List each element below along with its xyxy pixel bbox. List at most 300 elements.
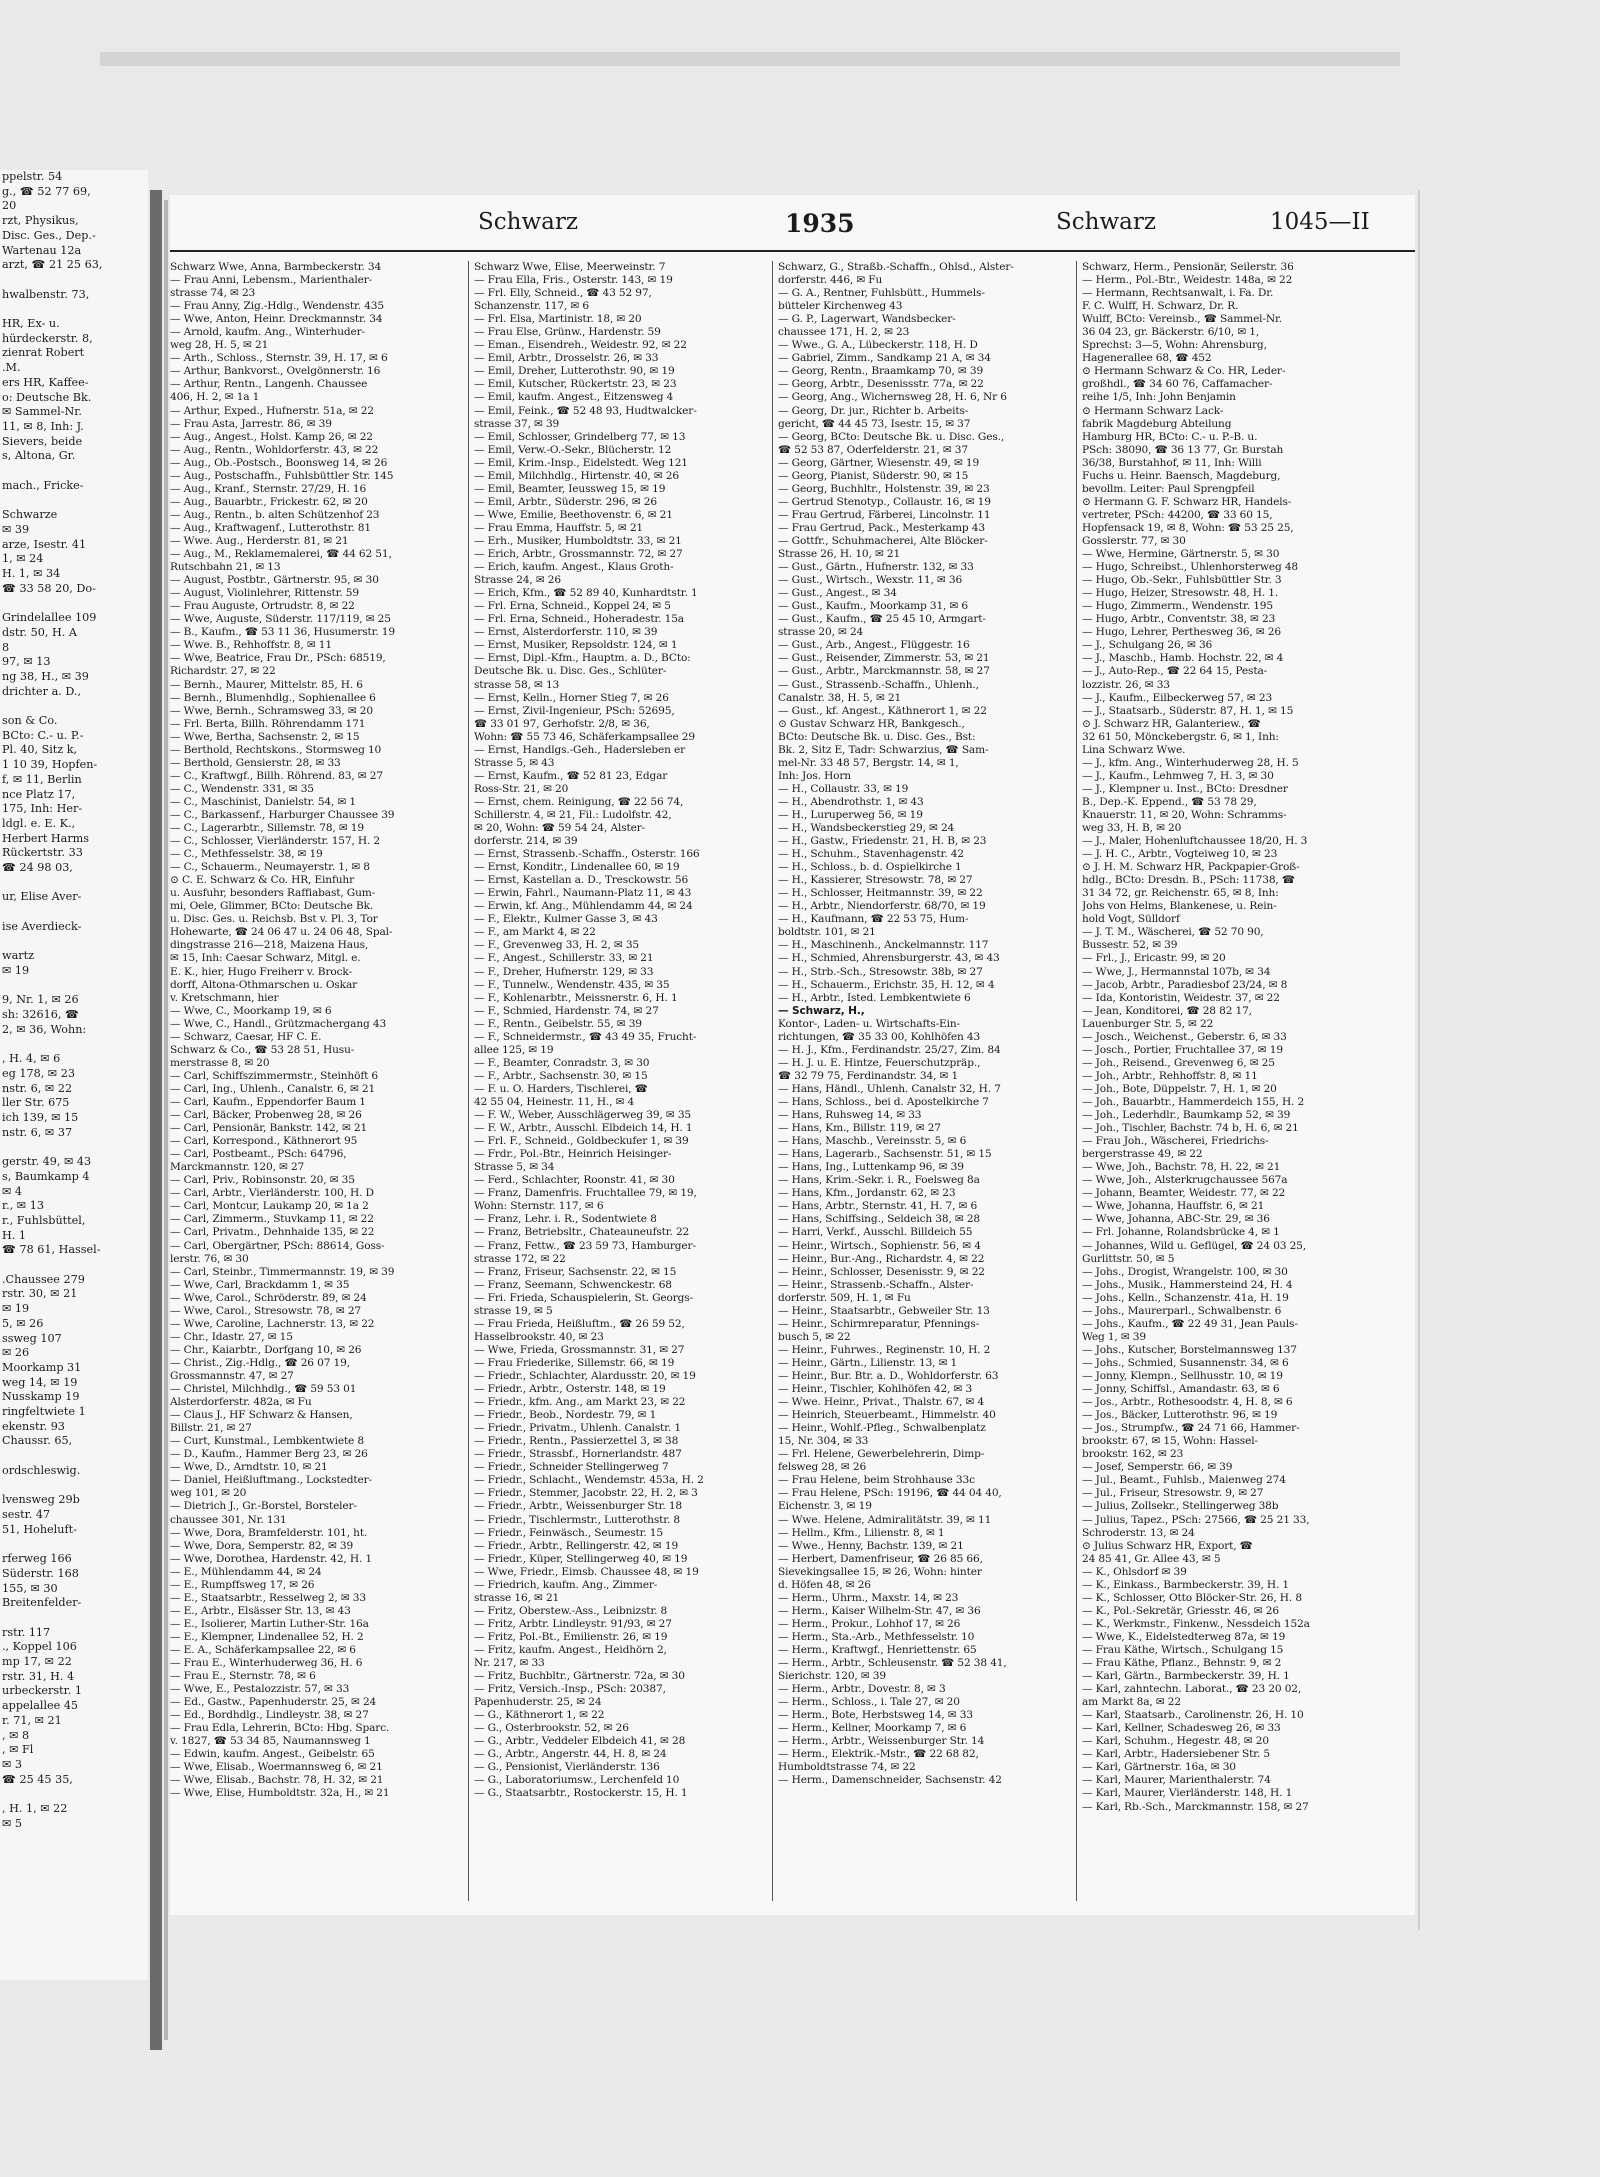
left-page-line: ordschleswig. [2,1463,81,1477]
directory-entry-line: — Heinr., Bur.-Ang., Richardstr. 4, ✉ 22 [778,1252,985,1265]
left-page-line: Schwarze [2,508,58,522]
left-page-line [0,979,148,994]
left-page-line: rstr. 30, ✉ 21 [2,1287,78,1301]
left-page-line: ✉ 26 [2,1346,30,1360]
directory-entry-line: Sierichstr. 120, ✉ 39 [778,1670,886,1683]
directory-entry-line: — K., Werkmstr., Finkenw., Nessdeich 152a [1082,1617,1310,1630]
directory-entry-line: — H., Arbtr., Niendorferstr. 68/70, ✉ 19 [778,900,986,913]
directory-entry-line: — Hugo, Heizer, Stresowstr. 48, H. 1. [1082,587,1279,600]
directory-entry-line: — Aug., Angest., Holst. Kamp 26, ✉ 22 [170,430,373,443]
directory-entry-line: — Frl. Erna, Schneid., Hoheradestr. 15a [474,613,684,626]
header-year: 1935 [785,209,855,238]
directory-entry-line: — Frau Else, Grünw., Hardenstr. 59 [474,326,661,339]
directory-entry-line: — Carl, Priv., Robinsonstr. 20, ✉ 35 [170,1174,355,1187]
directory-entry-line: — Erich, kaufm. Angest., Klaus Groth- [474,561,674,574]
directory-entry-line: — Frau Friederike, Sillemstr. 66, ✉ 19 [474,1356,675,1369]
directory-entry-line: — Frau E., Sternstr. 78, ✉ 6 [170,1670,316,1683]
left-page-line: ekenstr. 93 [2,1419,65,1433]
directory-entry-line: — F., Tunnelw., Wendenstr. 435, ✉ 35 [474,978,670,991]
left-page-line: ich 139, ✉ 15 [2,1111,79,1124]
directory-entry-line: — Gust., Wirtsch., Wexstr. 11, ✉ 36 [778,574,963,587]
directory-entry-line: — Christel, Milchhdlg., ☎ 59 53 01 [170,1383,357,1396]
directory-entry-line: — E., Isolierer, Martin Luther-Str. 16a [170,1617,369,1630]
directory-entry-line: — Wwe, Elisab., Bachstr. 78, H. 32, ✉ 21 [170,1774,384,1787]
left-page-line: rferweg 166 [2,1552,72,1566]
directory-entry-line: — D., Kaufm., Hammer Berg 23, ✉ 26 [170,1448,368,1461]
directory-entry-line: Papenhuderstr. 25, ✉ 24 [474,1696,602,1709]
directory-entry-line: felsweg 28, ✉ 26 [778,1461,867,1474]
left-page-line: H. 1, ✉ 34 [2,566,61,580]
left-page-line: 5, ✉ 26 [2,1316,44,1330]
left-page-line: s, Altona, Gr. [2,449,76,463]
directory-entry-line: busch 5, ✉ 22 [778,1330,851,1343]
directory-entry-line: — Gust., Angest., ✉ 34 [778,587,897,600]
directory-entry-line: — Friedr., Stemmer, Jacobstr. 22, H. 2, ✉ 3 [474,1487,698,1500]
directory-entry-line: — Johs., Kelln., Schanzenstr. 41a, H. 19 [1082,1291,1289,1304]
directory-entry-line: Marckmannstr. 120, ✉ 27 [170,1161,305,1174]
left-page-line: appelallee 45 [2,1699,79,1713]
directory-entry-line: — C., Barkassenf., Harburger Chaussee 39 [170,808,395,821]
directory-entry-line: — Emil, Arbtr., Drosselstr. 26, ✉ 33 [474,352,659,365]
directory-entry-line: — Gust., Kaufm., Moorkamp 31, ✉ 6 [778,600,969,613]
directory-entry-line: — Aug., Postschaffn., Fuhlsbüttler Str. 145 [170,469,394,482]
directory-entry-line: Ross-Str. 21, ✉ 20 [474,782,569,795]
header-left-word: Schwarz [478,209,578,235]
directory-entry-line: — E., Rumpffsweg 17, ✉ 26 [170,1578,315,1591]
left-page-line: 1 10 39, Hopfen- [2,758,98,772]
directory-entry-line: — Heinr., Strassenb.-Schaffn., Alster- [778,1278,974,1291]
directory-entry-line: Deutsche Bk. u. Disc. Ges., Schlüter- [474,665,667,678]
directory-entry-line: — Hans, Kfm., Jordanstr. 62, ✉ 23 [778,1187,956,1200]
left-page-line: ☎ 25 45 35, [2,1772,73,1786]
scan-edge [1418,190,1420,1930]
directory-entry-line: Hasselbrookstr. 40, ✉ 23 [474,1330,604,1343]
directory-entry-line: — J., Staatsarb., Süderstr. 87, H. 1, ✉ 15 [1082,704,1294,717]
directory-entry-line: — K., Pol.-Sekretär, Griesstr. 46, ✉ 26 [1082,1604,1279,1617]
directory-entry-line: — E., Staatsarbtr., Resselweg 2, ✉ 33 [170,1591,366,1604]
directory-entry-line: dorferstr. 509, H. 1, ✉ Fu [778,1291,911,1304]
left-page-line: ur, Elise Aver- [2,890,82,904]
directory-entry-line: — Carl, Montcur, Laukamp 20, ✉ 1a 2 [170,1200,369,1213]
directory-entry-line: — E., Arbtr., Elsässer Str. 13, ✉ 43 [170,1604,351,1617]
directory-entry-line: — Hugo, Ob.-Sekr., Fuhlsbüttler Str. 3 [1082,574,1282,587]
directory-entry-line: — Frau Anni, Lebensm., Marienthaler- [170,274,373,287]
directory-entry-line: weg 33, H. B, ✉ 20 [1082,822,1182,835]
directory-entry-line: — Herm., Sta.-Arb., Methfesselstr. 10 [778,1630,975,1643]
directory-entry-line: — Gottfr., Schuhmacherei, Alte Blöcker- [778,534,988,547]
left-page-line: ng 38, H., ✉ 39 [2,669,89,683]
directory-entry-line: — Hans, Maschb., Vereinsstr. 5, ✉ 6 [778,1135,967,1148]
left-page-line: son & Co. [2,714,58,728]
directory-entry-line: Strasse 5, ✉ 34 [474,1161,555,1174]
directory-entry-line: Bussestr. 52, ✉ 39 [1082,939,1178,952]
directory-entry-line: — Franz, Betriebsltr., Chateauneufstr. 22 [474,1226,690,1239]
directory-entry-line: — Wwe, Elise, Humboldtstr. 32a, H., ✉ 21 [170,1787,390,1800]
directory-entry-line: — H., Strb.-Sch., Stresowstr. 38b, ✉ 27 [778,965,983,978]
directory-entry-line: — G., Arbtr., Angerstr. 44, H. 8, ✉ 24 [474,1748,667,1761]
directory-entry-line: ✉ 15, Inh: Caesar Schwarz, Mitgl. e. [170,952,361,965]
directory-entry-line: — H., Gastw., Friedenstr. 21, H. B, ✉ 23 [778,835,987,848]
directory-entry-line: — Carl, Kaufm., Eppendorfer Baum 1 [170,1096,366,1108]
directory-entry-line: Richardstr. 27, ✉ 22 [170,665,276,678]
directory-entry-line: — Frau Frieda, Heißluftm., ☎ 26 59 52, [474,1317,685,1330]
left-page-line: r., Fuhlsbüttel, [2,1213,86,1227]
directory-entry-line: — Herm., Arbtr., Weissenburger Str. 14 [778,1735,985,1748]
directory-entry-line: — Frau Ella, Fris., Osterstr. 143, ✉ 19 [474,274,673,287]
directory-entry-line: — Herm., Kraftwgf., Henriettenstr. 65 [778,1643,977,1656]
left-page-line [0,935,148,950]
directory-entry-line: — Wwe, Friedr., Eimsb. Chaussee 48, ✉ 19 [474,1565,699,1578]
directory-entry-line: — Karl, Gärtnerstr. 16a, ✉ 30 [1082,1761,1236,1774]
directory-entry-line: — Fritz, Versich.-Insp., PSch: 20387, [474,1683,666,1696]
left-page-line: 8 [2,640,10,654]
directory-entry-line: — J., Schulgang 26, ✉ 36 [1082,639,1213,652]
directory-entry-line: — Carl, Postbeamt., PSch: 64796, [170,1148,347,1161]
directory-entry-line: — Herm., Kaiser Wilhelm-Str. 47, ✉ 36 [778,1604,981,1617]
directory-entry-line: ⊙ Hermann Schwarz Lack- [1082,404,1224,417]
directory-entry-line: — Wwe, D., Arndtstr. 10, ✉ 21 [170,1461,328,1474]
directory-entry-line: — Friedr., Schlachter, Alardusstr. 20, ✉ 19 [474,1369,696,1382]
directory-entry-line: — Frl. Berta, Billh. Röhrendamm 171 [170,717,366,730]
directory-entry-line: — F., Beamter, Conradstr. 3, ✉ 30 [474,1056,650,1069]
directory-entry-line: — Joh., Bote, Düppelstr. 7, H. 1, ✉ 20 [1082,1082,1277,1095]
book-gutter [150,190,162,2050]
directory-entry-line: — Hans, Händl., Uhlenh. Canalstr 32, H. 7 [778,1082,1001,1095]
directory-entry-line: Fuchs u. Heinr. Baensch, Magdeburg, [1082,469,1281,482]
directory-entry-line: Sievekingsallee 15, ✉ 26, Wohn: hinter [778,1565,982,1578]
column-divider [772,261,773,1901]
page-header [170,209,1415,249]
directory-entry-line: — Frl. F., Schneid., Goldbeckufer 1, ✉ 39 [474,1135,689,1148]
left-page-line: 51, Hoheluft- [2,1522,77,1536]
directory-entry-line: — Joh., Lederhdlr., Baumkamp 52, ✉ 39 [1082,1109,1291,1122]
directory-entry-line: — Julius, Tapez., PSch: 27566, ☎ 25 21 33, [1082,1513,1310,1526]
directory-entry-line: — Ed., Gastw., Papenhuderstr. 25, ✉ 24 [170,1696,377,1709]
directory-entry-line: — Ernst, Handlgs.-Geh., Hadersleben er [474,743,686,756]
directory-entry-line: F. C. Wulff, H. Schwarz, Dr. R. [1082,300,1239,313]
directory-entry-line: — Bernh., Maurer, Mittelstr. 85, H. 6 [170,678,363,691]
directory-entry-line: — Emil, Dreher, Lutterothstr. 90, ✉ 19 [474,365,675,378]
directory-entry-line: — Josch., Portier, Fruchtallee 37, ✉ 19 [1082,1043,1283,1056]
directory-entry-line: — Jos., Arbtr., Rothesoodstr. 4, H. 8, ✉ 6 [1082,1396,1293,1409]
directory-entry-line: Sprechst: 3—5, Wohn: Ahrensburg, [1082,339,1267,352]
left-page-line [0,1037,148,1052]
directory-entry-line: Schwarz, G., Straßb.-Schaffn., Ohlsd., Alster- [778,261,1014,273]
left-page-line: ✉ 5 [2,1816,23,1830]
directory-entry-line: weg 101, ✉ 20 [170,1487,247,1500]
directory-entry-line: — Dietrich J., Gr.-Borstel, Borsteler- [170,1500,357,1513]
directory-entry-line: Schwarz Wwe, Elise, Meerweinstr. 7 [474,261,666,273]
directory-entry-line: am Markt 8a, ✉ 22 [1082,1696,1181,1709]
directory-entry-line: — Friedr., Arbtr., Weissenburger Str. 18 [474,1500,682,1513]
directory-entry-line: — Frau Helene, PSch: 19196, ☎ 44 04 40, [778,1487,1002,1500]
directory-entry-line: — Herm., Arbtr., Schleusenstr. ☎ 52 38 41, [778,1657,1007,1670]
directory-entry-line: mi, Oele, Glimmer, BCto: Deutsche Bk. [170,900,374,913]
header-rule [170,250,1415,252]
header-right-word: Schwarz [1056,209,1156,235]
directory-entry-line: großhdl., ☎ 34 60 76, Caffamacher- [1082,378,1273,391]
directory-entry-line: — Ferd., Schlachter, Roonstr. 41, ✉ 30 [474,1174,675,1187]
directory-entry-line: — Aug., Rentn., Wohldorferstr. 43, ✉ 22 [170,443,379,456]
directory-entry-line: — Wwe, Dora, Bramfelderstr. 101, ht. [170,1526,368,1539]
directory-entry-line: — Karl, zahntechn. Laborat., ☎ 23 20 02, [1082,1683,1302,1696]
directory-entry-line: — Wwe, E., Pestalozzistr. 57, ✉ 33 [170,1683,350,1696]
directory-entry-line: — Johs., Kaufm., ☎ 22 49 31, Jean Pauls- [1082,1317,1298,1330]
left-page-line: mp 17, ✉ 22 [2,1655,72,1669]
left-page-line: H. 1 [2,1228,26,1242]
directory-entry-line: — E., Mühlendamm 44, ✉ 24 [170,1565,322,1578]
directory-entry-line: — Frau Emma, Hauffstr. 5, ✉ 21 [474,521,644,534]
directory-entry-line: — Franz, Lehr. i. R., Sodentwiete 8 [474,1213,657,1226]
directory-entry-line: — J., Klempner u. Inst., BCto: Dresdner [1082,782,1288,795]
directory-entry-line: — Carl, Zimmerm., Stuvkamp 11, ✉ 22 [170,1213,374,1226]
directory-entry-line: — Johann, Beamter, Weidestr. 77, ✉ 22 [1082,1187,1286,1200]
directory-entry-line: — Gust., Arb., Angest., Flüggestr. 16 [778,639,970,652]
left-page-line [0,905,148,920]
directory-entry-line: Weg 1, ✉ 39 [1082,1330,1146,1343]
directory-entry-line: Wohn: ☎ 55 73 46, Schäferkampsallee 29 [474,730,695,743]
directory-entry-line: — Julius, Zollsekr., Stellingerweg 38b [1082,1500,1279,1513]
directory-entry-line: — Gust., kf. Angest., Käthnerort 1, ✉ 22 [778,704,987,717]
directory-entry-line: — Friedr., kfm. Ang., am Markt 23, ✉ 22 [474,1396,686,1409]
directory-entry-line: — Friedr., Küper, Stellingerweg 40, ✉ 19 [474,1552,688,1565]
left-page-line: zienrat Robert [2,346,85,360]
directory-entry-line: — Josch., Weichenst., Geberstr. 6, ✉ 33 [1082,1030,1287,1043]
directory-entry-line: B., Dep.-K. Eppend., ☎ 53 78 29, [1082,795,1257,808]
left-page-line: ., Koppel 106 [2,1640,77,1654]
directory-entry-line: fabrik Magdeburg Abteilung [1082,417,1232,430]
directory-entry-line: — Jul., Beamt., Fuhlsb., Maienweg 274 [1082,1474,1286,1487]
directory-entry-line: — F., Dreher, Hufnerstr. 129, ✉ 33 [474,965,654,978]
left-page-line: nce Platz 17, [2,787,76,801]
directory-entry-line: gericht, ☎ 44 45 73, Isestr. 15, ✉ 37 [778,417,971,430]
directory-entry-line: — Karl, Schuhm., Hegestr. 48, ✉ 20 [1082,1735,1269,1748]
left-page-line: ller Str. 675 [2,1096,70,1110]
directory-entry-line: — Arth., Schloss., Sternstr. 39, H. 17, ✉ 6 [170,352,388,365]
left-page-line: HR, Ex- u. [2,317,60,331]
directory-entry-line: — F., Elektr., Kulmer Gasse 3, ✉ 43 [474,913,658,926]
directory-entry-line: — C., Schauerm., Neumayerstr. 1, ✉ 8 [170,861,370,874]
directory-entry-line: ☎ 33 01 97, Gerhofstr. 2/8, ✉ 36, [474,717,650,730]
directory-entry-line: — Jos., Strumpfw., ☎ 24 71 66, Hammer- [1082,1422,1300,1435]
directory-entry-line: — Friedr., Strassbf., Hornerlandstr. 487 [474,1448,682,1461]
directory-column-1 [170,261,462,1911]
directory-entry-line: — H., Schlosser, Heitmannstr. 39, ✉ 22 [778,887,983,900]
directory-entry-line: — F. W., Arbtr., Ausschl. Elbdeich 14, H. 1 [474,1122,693,1135]
directory-entry-line: — Aug., Kraftwagenf., Lutterothstr. 81 [170,521,371,534]
directory-entry-line: — F., Grevenweg 33, H. 2, ✉ 35 [474,939,640,952]
left-page-line: sestr. 47 [2,1507,51,1521]
directory-entry-line: — Johs., Schmied, Susannenstr. 34, ✉ 6 [1082,1356,1289,1369]
directory-entry-line: — G., Osterbrookstr. 52, ✉ 26 [474,1722,629,1735]
column-divider [468,261,469,1901]
directory-entry-line: — Erich, Kfm., ☎ 52 89 40, Kunhardtstr. 1 [474,587,698,600]
directory-entry-line: — C., Schlosser, Vierländerstr. 157, H. 2 [170,835,381,848]
book-gutter-edge [164,200,168,2040]
directory-entry-line: lerstr. 76, ✉ 30 [170,1252,249,1265]
directory-entry-line: — Heinr., Wohlf.-Pfleg., Schwalbenplatz [778,1422,986,1435]
directory-entry-line: v. 1827, ☎ 53 34 85, Naumannsweg 1 [170,1735,371,1748]
left-page-line: s, Baumkamp 4 [2,1169,90,1183]
left-page-line: gerstr. 49, ✉ 43 [2,1155,92,1169]
directory-entry-line: — Hans, Ruhsweg 14, ✉ 33 [778,1109,922,1122]
directory-entry-line: bergerstrasse 49, ✉ 22 [1082,1148,1203,1161]
directory-entry-line: — Wwe, K., Eidelstedterweg 87a, ✉ 19 [1082,1630,1286,1643]
directory-entry-line: 36/38, Burstahhof, ✉ 11, Inh: Willi [1082,456,1262,469]
directory-entry-line: — Wwe. Aug., Herderstr. 81, ✉ 21 [170,534,349,547]
directory-entry-line: — Frau E., Winterhuderweg 36, H. 6 [170,1657,363,1670]
directory-entry-line: — Carl, Ing., Uhlenh., Canalstr. 6, ✉ 21 [170,1082,376,1095]
directory-entry-line: bevollm. Leiter: Paul Sprengpfeil [1082,482,1255,495]
directory-entry-line: — Wwe, Dora, Semperstr. 82, ✉ 39 [170,1539,354,1552]
directory-entry-line: — Wwe, Hermine, Gärtnerstr. 5, ✉ 30 [1082,548,1280,561]
directory-entry-line: — Friedr., Schlacht., Wendemstr. 453a, H. 2 [474,1474,704,1487]
directory-entry-line: — Wwe, Caroline, Lachnerstr. 13, ✉ 22 [170,1317,375,1330]
directory-entry-line: — Herm., Prokur., Lohhof 17, ✉ 26 [778,1617,961,1630]
directory-entry-line: — Carl, Arbtr., Vierländerstr. 100, H. D [170,1187,374,1200]
directory-entry-line: Johs von Helms, Blankenese, u. Rein- [1082,900,1277,913]
directory-entry-line: — C., Maschinist, Danielstr. 54, ✉ 1 [170,795,356,808]
directory-entry-line: — Herm., Arbtr., Dovestr. 8, ✉ 3 [778,1683,946,1696]
directory-entry-line: — Wwe, Elisab., Woermannsweg 6, ✉ 21 [170,1761,383,1774]
directory-entry-line: — Carl, Schiffszimmermstr., Steinhöft 6 [170,1069,379,1082]
directory-entry-line: — Ernst, Musiker, Repsoldstr. 124, ✉ 1 [474,639,678,652]
directory-entry-line: Schwarz & Co., ☎ 53 28 51, Husu- [170,1043,355,1056]
left-page-line: Grindelallee 109 [2,611,97,625]
directory-entry-line: — Franz, Fettw., ☎ 23 59 73, Hamburger- [474,1239,696,1252]
left-page-line: 2, ✉ 36, Wohn: [2,1022,87,1036]
directory-entry-line: BCto: Deutsche Bk. u. Disc. Ges., Bst: [778,730,976,743]
directory-entry-line: — Frl. Elsa, Martinistr. 18, ✉ 20 [474,313,642,326]
left-page-line: Breitenfelder- [2,1596,82,1610]
left-page-line [0,493,148,508]
directory-entry-line: — Karl, Kellner, Schadesweg 26, ✉ 33 [1082,1722,1281,1735]
directory-entry-line: — Carl, Privatm., Dehnhaide 135, ✉ 22 [170,1226,375,1239]
left-page-line: g., ☎ 52 77 69, [2,184,91,198]
directory-entry-line: — Ernst, Konditr., Lindenallee 60, ✉ 19 [474,861,680,874]
directory-entry-line: 406, H. 2, ✉ 1a 1 [170,391,260,404]
directory-entry-line: — Wwe, Auguste, Süderstr. 117/119, ✉ 25 [170,613,391,626]
left-page-line: ☎ 78 61, Hassel- [2,1243,101,1257]
directory-entry-line: — Herm., Kellner, Moorkamp 7, ✉ 6 [778,1722,967,1735]
left-page-line [0,1537,148,1552]
directory-entry-line: — Joh., Arbtr., Rehhoffstr. 8, ✉ 11 [1082,1069,1258,1082]
directory-entry-line: u. Disc. Ges. u. Reichsb. Bst v. Pl. 3, Tor [170,913,378,926]
directory-entry-line: boldtstr. 101, ✉ 21 [778,926,876,939]
directory-entry-line: — Schwarz, H., [778,1004,865,1017]
directory-entry-line: — Johannes, Wild u. Geflügel, ☎ 24 03 25, [1082,1239,1306,1252]
directory-entry-line: strasse 16, ✉ 21 [474,1591,560,1604]
directory-entry-line: — C., Methfesselstr. 38, ✉ 19 [170,848,323,861]
directory-entry-line: Grossmannstr. 47, ✉ 27 [170,1369,294,1382]
directory-entry-line: mel-Nr. 33 48 57, Bergstr. 14, ✉ 1, [778,756,959,769]
directory-entry-line: allee 125, ✉ 19 [474,1043,554,1056]
directory-entry-line: — Frau Asta, Jarrestr. 86, ✉ 39 [170,417,332,430]
directory-entry-line: — Frl. Elly, Schneid., ☎ 43 52 97, [474,287,652,300]
directory-entry-line: Alsterdorferstr. 482a, ✉ Fu [170,1396,312,1409]
left-page-line: 155, ✉ 30 [2,1581,58,1595]
directory-entry-line: — Georg, Arbtr., Desenissstr. 77a, ✉ 22 [778,378,984,391]
directory-entry-line: — F., Kohlenarbtr., Meissnerstr. 6, H. 1 [474,991,678,1004]
directory-entry-line: — Aug., Kranf., Sternstr. 27/29, H. 16 [170,482,367,495]
directory-entry-line: — Erwin, kf. Ang., Mühlendamm 44, ✉ 24 [474,900,693,913]
directory-entry-line: — H., Kassierer, Stresowstr. 78, ✉ 27 [778,874,973,887]
directory-entry-line: — C., Lagerarbtr., Sillemstr. 78, ✉ 19 [170,822,364,835]
directory-entry-line: — Emil, Arbtr., Süderstr. 296, ✉ 26 [474,495,657,508]
directory-entry-line: — Frl., J., Ericastr. 99, ✉ 20 [1082,952,1226,965]
directory-entry-line: — Gertrud Stenotyp., Collaustr. 16, ✉ 19 [778,495,991,508]
directory-entry-line: — Georg, Ang., Wichernsweg 28, H. 6, Nr 6 [778,391,1007,404]
directory-entry-line: — Fritz, Arbtr. Lindleystr. 91/93, ✉ 27 [474,1617,672,1630]
directory-entry-line: — Eman., Eisendreh., Weidestr. 92, ✉ 22 [474,339,687,352]
directory-entry-line: — H., Schuhm., Stavenhagenstr. 42 [778,848,964,861]
directory-entry-line: — Joh., Bauarbtr., Hammerdeich 155, H. 2 [1082,1096,1305,1108]
directory-entry-line: strasse 74, ✉ 23 [170,287,256,300]
directory-entry-line: — Joh., Reisend., Grevenweg 6, ✉ 25 [1082,1056,1275,1069]
left-page-line: Disc. Ges., Dep.- [2,228,96,242]
directory-entry-line: — G. A., Rentner, Fuhlsbütt., Hummels- [778,287,985,300]
directory-entry-line: — Herm., Schloss., i. Tale 27, ✉ 20 [778,1696,960,1709]
directory-entry-line: — Carl, Steinbr., Timmermannstr. 19, ✉ 39 [170,1265,395,1278]
directory-entry-line: PSch: 38090, ☎ 36 13 77, Gr. Burstah [1082,443,1284,456]
left-page-line [0,596,148,611]
directory-entry-line: — Friedr., Privatm., Uhlenh. Canalstr. 1 [474,1422,681,1435]
left-page-line: drichter a. D., [2,684,82,698]
directory-entry-line: Lauenburger Str. 5, ✉ 22 [1082,1017,1214,1030]
directory-entry-line: — Herm., Uhrm., Maxstr. 14, ✉ 23 [778,1591,959,1604]
directory-entry-line: 24 85 41, Gr. Allee 43, ✉ 5 [1082,1552,1221,1565]
directory-entry-line: — G., Pensionist, Vierländerstr. 136 [474,1761,660,1774]
directory-entry-line: — Chr., Idastr. 27, ✉ 15 [170,1330,293,1343]
left-page-line: ers HR, Kaffee- [2,375,89,389]
directory-entry-line: — Aug., M., Reklamemalerei, ☎ 44 62 51, [170,548,392,561]
directory-entry-line: — Ernst, Zivil-Ingenieur, PSch: 52695, [474,704,675,717]
directory-entry-line: u. Ausfuhr, besonders Raffiabast, Gum- [170,887,376,900]
left-page-line: Pl. 40, Sitz k, [2,743,78,757]
left-page-line: 1, ✉ 24 [2,552,44,566]
left-page-line: .Chaussee 279 [2,1272,85,1286]
left-page-line: ☎ 33 58 20, Do- [2,581,96,595]
directory-entry-line: richtungen, ☎ 35 33 00, Kohlhöfen 43 [778,1030,981,1043]
left-page-line: eg 178, ✉ 23 [2,1066,75,1080]
directory-entry-line: Hohewarte, ☎ 24 06 47 u. 24 06 48, Spal- [170,926,393,939]
directory-entry-line: — G., Staatsarbtr., Rostockerstr. 15, H. 1 [474,1787,688,1800]
directory-column-2 [474,261,766,1911]
directory-entry-line: — G., Arbtr., Veddeler Elbdeich 41, ✉ 28 [474,1735,686,1748]
directory-entry-line: — Erwin, Fahrl., Naumann-Platz 11, ✉ 43 [474,887,692,900]
directory-entry-line: — Heinr., Staatsarbtr., Gebweiler Str. 13 [778,1304,990,1317]
directory-entry-line: — Heinrich, Steuerbeamt., Himmelstr. 40 [778,1409,996,1422]
directory-entry-line: — Ernst, Kelln., Horner Stieg 7, ✉ 26 [474,691,669,704]
directory-entry-line: — Hans, Schiffsing., Seldeich 38, ✉ 28 [778,1213,981,1226]
directory-entry-line: — H., Kaufmann, ☎ 22 53 75, Hum- [778,913,969,926]
directory-entry-line: Strasse 26, H. 10, ✉ 21 [778,548,901,561]
left-page-line: rzt, Physikus, [2,214,79,228]
directory-entry-line: — Frl. Erna, Schneid., Koppel 24, ✉ 5 [474,600,671,613]
directory-entry-line: — Daniel, Heißluftmang., Lockstedter- [170,1474,372,1487]
directory-entry-line: — Friedr., Beob., Nordestr. 79, ✉ 1 [474,1409,657,1422]
directory-entry-line: — Claus J., HF Schwarz & Hansen, [170,1409,353,1422]
left-page-line: Chaussr. 65, [2,1434,73,1448]
left-page-line [0,1258,148,1273]
directory-entry-line: — J., Auto-Rep., ☎ 22 64 15, Pesta- [1082,665,1268,678]
directory-entry-line: — Wwe. B., Rehhoffstr. 8, ✉ 11 [170,639,332,652]
directory-entry-line: — G., Laboratoriumsw., Lerchenfeld 10 [474,1774,680,1787]
directory-entry-line: — Frau Gertrud, Pack., Mesterkamp 43 [778,521,985,534]
directory-entry-line: — Heinr., Bur. Btr. a. D., Wohldorferstr. 63 [778,1369,999,1382]
directory-entry-line: — Gust., Reisender, Zimmerstr. 53, ✉ 21 [778,652,990,665]
directory-entry-line: — Wwe, Frieda, Grossmannstr. 31, ✉ 27 [474,1343,685,1356]
